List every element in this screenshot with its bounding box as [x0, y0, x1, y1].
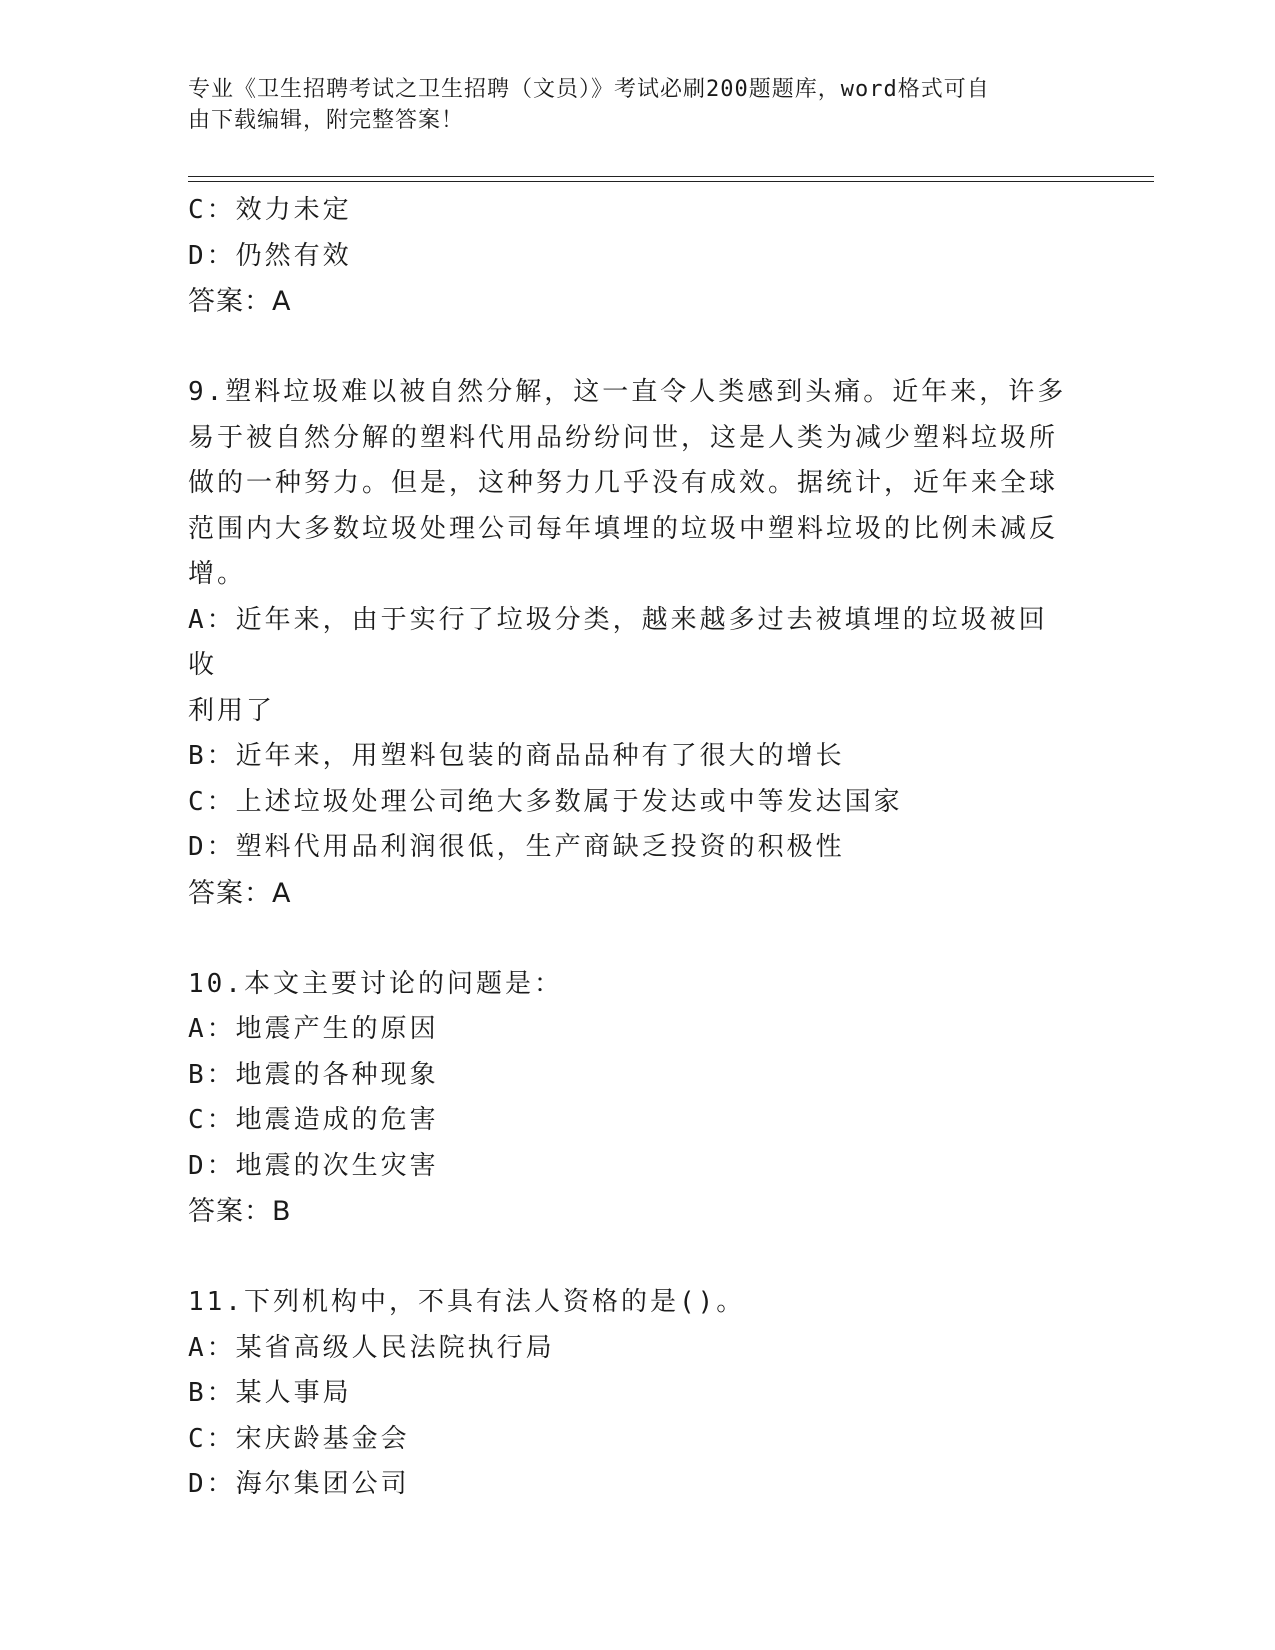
option-b: B：近年来，用塑料包装的商品品种有了很大的增长	[188, 741, 845, 771]
option-a: A：地震产生的原因	[188, 1014, 439, 1044]
document-header	[188, 74, 1068, 136]
question-10	[188, 962, 1068, 1235]
question-list	[188, 188, 1068, 1508]
question-stem-line: 做的一种努力。但是，这种努力几乎没有成效。据统计，近年来全球	[188, 468, 1059, 498]
option-a: A：近年来，由于实行了垃圾分类，越来越多过去被填埋的垃圾被回收	[188, 604, 1048, 680]
spacer	[188, 325, 1068, 371]
question-stem-line: 范围内大多数垃圾处理公司每年填埋的垃圾中塑料垃圾的比例未减反	[188, 513, 1059, 544]
option-d: D：塑料代用品利润很低，生产商缺乏投资的积极性	[188, 832, 845, 862]
question-11	[188, 1280, 1068, 1508]
question-stem: 10.本文主要讨论的问题是：	[188, 968, 563, 999]
header-line-1: 专业《卫生招聘考试之卫生招聘（文员）》考试必刷200题题库，word格式可自	[188, 77, 990, 102]
header-divider-top	[188, 176, 1154, 177]
header-divider-bottom	[188, 181, 1154, 182]
question-stem-line: 易于被自然分解的塑料代用品纷纷问世，这是人类为减少塑料垃圾所	[188, 422, 1059, 453]
question-stem-line: 增。	[188, 559, 247, 589]
option-c: C：宋庆龄基金会	[188, 1423, 410, 1454]
question-stem: 11.下列机构中，不具有法人资格的是()。	[188, 1287, 746, 1317]
question-stem-line: 9.塑料垃圾难以被自然分解，这一直令人类感到头痛。近年来，许多	[188, 377, 1067, 407]
previous-question-tail	[188, 188, 1068, 325]
option-c: C：效力未定	[188, 195, 352, 225]
header-line-2: 由下载编辑，附完整答案！	[188, 108, 465, 133]
option-a-continued: 利用了	[188, 695, 276, 726]
option-d: D：仍然有效	[188, 240, 352, 271]
option-c: C：上述垃圾处理公司绝大多数属于发达或中等发达国家	[188, 786, 903, 817]
answer: 答案：B	[188, 1196, 292, 1227]
answer: 答案：A	[188, 877, 292, 909]
answer: 答案：A	[188, 286, 292, 317]
option-d: D：海尔集团公司	[188, 1469, 410, 1499]
spacer	[188, 916, 1068, 962]
option-d: D：地震的次生灾害	[188, 1150, 439, 1181]
option-b: B：地震的各种现象	[188, 1059, 439, 1090]
spacer	[188, 1235, 1068, 1281]
option-b: B：某人事局	[188, 1378, 352, 1408]
option-c: C：地震造成的危害	[188, 1105, 439, 1135]
question-9	[188, 370, 1068, 916]
option-a: A：某省高级人民法院执行局	[188, 1332, 555, 1363]
